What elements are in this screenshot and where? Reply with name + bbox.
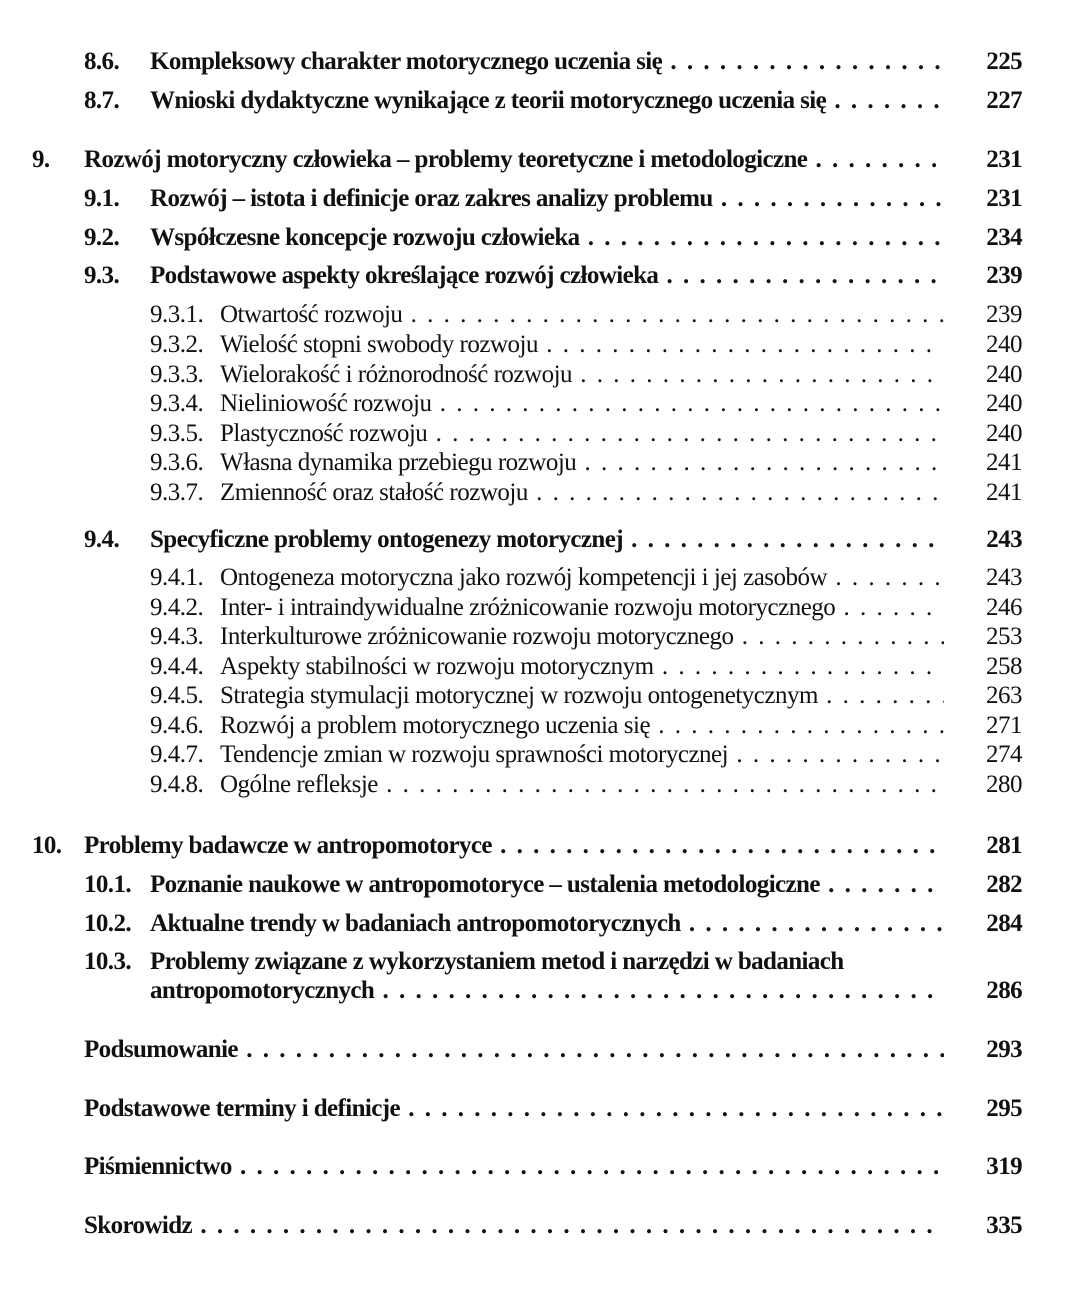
section-title-line-1: Problemy związane z wykorzystaniem metod i narzędzi w badaniach [150,948,844,975]
subsection-title: Interkulturowe zróżnicowanie rozwoju motorycznego . . . [220,620,944,654]
section-number: 8.6. [84,48,120,75]
page-number: 335 [986,1212,1022,1239]
toc-entry-9-3[interactable] [0,259,1090,293]
section-title: Współczesne koncepcje rozwoju człowieka . . . [150,221,944,255]
subsection-title: Wielorakość i różnorodność rozwoju . . . [220,358,944,392]
section-number: 9.3. [84,262,120,289]
subsection-number: 9.3.7. [150,479,204,506]
subsection-title: Wielość stopni swobody rozwoju . . . [220,328,944,362]
subsection-number: 9.3.1. [150,301,204,328]
section-number: 10.1. [84,871,132,898]
page-number: 246 [986,594,1022,621]
page-number: 234 [986,224,1022,251]
page-number: 295 [986,1095,1022,1122]
toc-entry-9-4-5[interactable] [0,679,1090,713]
subsection-title: Ogólne refleksje . . . [220,768,944,802]
subsection-number: 9.4.5. [150,682,204,709]
subsection-title: Zmienność oraz stałość rozwoju . . . [220,476,944,510]
subsection-number: 9.4.7. [150,741,204,768]
page-number: 271 [986,712,1022,739]
toc-chapter-9[interactable] [0,143,1090,177]
chapter-title: Rozwój motoryczny człowieka – problemy teoretyczne i metodologiczne . . . [84,143,944,177]
subsection-number: 9.4.4. [150,653,204,680]
subsection-number: 9.4.2. [150,594,204,621]
entry-title: Podsumowanie . . . [84,1033,944,1067]
toc-entry-9-4-1[interactable] [0,561,1090,595]
page-number: 240 [986,331,1022,358]
toc-entry-10-1[interactable] [0,868,1090,902]
page-number: 293 [986,1036,1022,1063]
section-title: Rozwój – istota i definicje oraz zakres analizy problemu . . . [150,182,944,216]
page-number: 243 [986,526,1022,553]
toc-entry-9-1[interactable] [0,182,1090,216]
page-number: 227 [986,87,1022,114]
chapter-number: 10. [32,832,62,859]
section-title: Podstawowe aspekty określające rozwój człowieka . . . [150,259,944,293]
section-number: 9.2. [84,224,120,251]
page-number: 239 [986,262,1022,289]
entry-title: Skorowidz . . . [84,1209,944,1243]
subsection-number: 9.4.3. [150,623,204,650]
page-number: 241 [986,449,1022,476]
subsection-number: 9.3.4. [150,390,204,417]
page-number: 263 [986,682,1022,709]
toc-entry-9-2[interactable] [0,221,1090,255]
toc-entry-8-7[interactable] [0,84,1090,118]
subsection-title: Strategia stymulacji motorycznej w rozwoju ontogenetycznym . . . [220,679,944,713]
toc-entry-9-4[interactable] [0,523,1090,557]
page-number: 282 [986,871,1022,898]
page-number: 240 [986,390,1022,417]
subsection-title: Rozwój a problem motorycznego uczenia się . . . [220,709,944,743]
section-title: Kompleksowy charakter motorycznego uczenia się . . . [150,45,944,79]
section-number: 10.2. [84,910,132,937]
subsection-title: Nieliniowość rozwoju . . . [220,387,944,421]
subsection-title: Własna dynamika przebiegu rozwoju . . . [220,446,944,480]
toc-entry-9-3-4[interactable] [0,387,1090,421]
page-number: 280 [986,771,1022,798]
subsection-number: 9.3.2. [150,331,204,358]
section-title: Poznanie naukowe w antropomotoryce – ustalenia metodologiczne . . . [150,868,944,902]
page-number: 319 [986,1153,1022,1180]
chapter-title: Problemy badawcze w antropomotoryce . . . [84,829,944,863]
section-number: 9.4. [84,526,120,553]
toc-entry-9-4-3[interactable] [0,620,1090,654]
toc-entry-10-2[interactable] [0,907,1090,941]
subsection-title: Plastyczność rozwoju . . . [220,417,944,451]
subsection-title: Ontogeneza motoryczna jako rozwój kompetencji i jej zasobów . . . [220,561,944,595]
page-number: 240 [986,420,1022,447]
toc-chapter-10[interactable] [0,829,1090,863]
toc-entry-terminy[interactable] [0,1092,1090,1126]
toc-entry-9-3-2[interactable] [0,328,1090,362]
subsection-number: 9.4.8. [150,771,204,798]
page-number: 243 [986,564,1022,591]
page-number: 284 [986,910,1022,937]
section-title: Wnioski dydaktyczne wynikające z teorii motorycznego uczenia się . . . [150,84,944,118]
subsection-title: Inter- i intraindywidualne zróżnicowanie rozwoju motorycznego . . . [220,591,944,625]
subsection-number: 9.4.1. [150,564,204,591]
subsection-title: Aspekty stabilności w rozwoju motorycznym . . . [220,650,944,684]
page-number: 240 [986,361,1022,388]
page-number: 253 [986,623,1022,650]
toc-entry-9-4-7[interactable] [0,738,1090,772]
chapter-number: 9. [32,146,50,173]
subsection-number: 9.3.5. [150,420,204,447]
page-number: 258 [986,653,1022,680]
toc-entry-9-3-7[interactable] [0,476,1090,510]
subsection-title: Tendencje zmian w rozwoju sprawności motorycznej . . . [220,738,944,772]
toc-entry-8-6[interactable] [0,45,1090,79]
toc-entry-podsumowanie[interactable] [0,1033,1090,1067]
section-number: 9.1. [84,185,120,212]
page-number: 274 [986,741,1022,768]
section-number: 10.3. [84,948,132,975]
subsection-number: 9.4.6. [150,712,204,739]
section-title-line-2: antropomotorycznych . . . [150,974,944,1008]
entry-title: Podstawowe terminy i definicje . . . [84,1092,944,1126]
toc-entry-pismiennictwo[interactable] [0,1150,1090,1184]
page-number: 281 [986,832,1022,859]
page-number: 286 [986,977,1022,1004]
page-number: 231 [986,146,1022,173]
page-number: 231 [986,185,1022,212]
toc-entry-skorowidz[interactable] [0,1209,1090,1243]
toc-entry-9-4-8[interactable] [0,768,1090,802]
section-title: Specyficzne problemy ontogenezy motorycznej . . . [150,523,944,557]
subsection-number: 9.3.6. [150,449,204,476]
toc-entry-10-3[interactable] [0,945,1090,1009]
toc-entry-9-3-6[interactable] [0,446,1090,480]
section-number: 8.7. [84,87,120,114]
page-number: 239 [986,301,1022,328]
section-title: Aktualne trendy w badaniach antropomotorycznych . . . [150,907,944,941]
page-number: 241 [986,479,1022,506]
subsection-title: Otwartość rozwoju . . . [220,298,944,332]
toc-entry-9-3-1[interactable] [0,298,1090,332]
page-number: 225 [986,48,1022,75]
entry-title: Piśmiennictwo . . . [84,1150,944,1184]
subsection-number: 9.3.3. [150,361,204,388]
